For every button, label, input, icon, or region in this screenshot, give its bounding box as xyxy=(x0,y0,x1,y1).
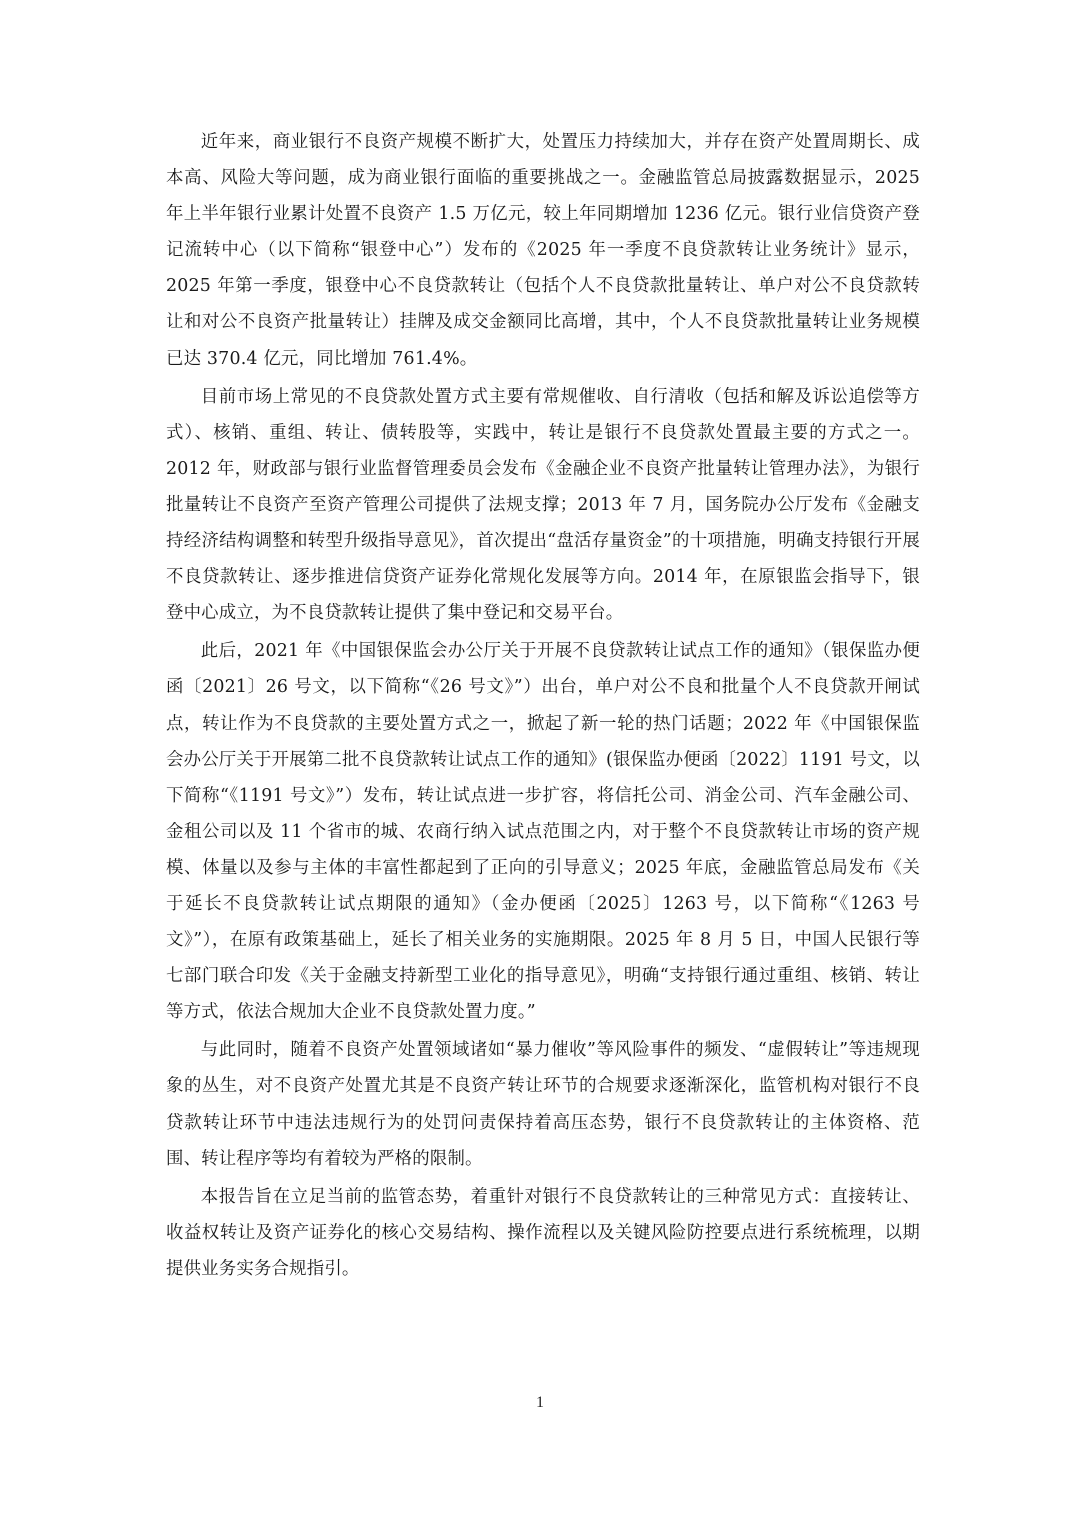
paragraph-4: 与此同时，随着不良资产处置领域诸如“暴力催收”等风险事件的频发、“虚假转让”等违规现象的丛生，对不良资产处置尤其是不良资产转让环节的合规要求逐渐深化，监管机构对银行不良贷款转让环节中违法违规行为的处罚问责保持着高压态势，银行不良贷款转让的主体资格、范围、转让程序等均有着较为严格的限制。 xyxy=(166,1040,920,1169)
page-number: 1 xyxy=(536,1394,544,1411)
paragraph-3: 此后，2021 年《中国银保监会办公厅关于开展不良贷款转让试点工作的通知》（银保监办便函〔2021〕26 号文，以下简称“《26 号文》”）出台，单户对公不良和批量个人不良贷款开闸试点，转让作为不良贷款的主要处置方式之一，掀起了新一轮的热门话题；2022 年《中国银保监会办公厅关于开展第二批不良贷款转让试点工作的通知》(银保监办便函〔2022〕1191 号文，以下简称“《1191 号文》”）发布，转让试点进一步扩容，将信托公司、消金公司、汽车金融公司、金租公司以及 11 个省市的城、农商行纳入试点范围之内，对于整个不良贷款转让市场的资产规模、体量以及参与主体的丰富性都起到了正向的引导意义；2025 年底，金融监管总局发布《关于延长不良贷款转让试点期限的通知》（金办便函〔2025〕1263 号，以下简称“《1263 号文》”），在原有政策基础上，延长了相关业务的实施期限。2025 年 8 月 5 日，中国人民银行等七部门联合印发《关于金融支持新型工业化的指导意见》，明确“支持银行通过重组、核销、转让等方式，依法合规加大企业不良贷款处置力度。” xyxy=(166,641,920,1023)
paragraph-2: 目前市场上常见的不良贷款处置方式主要有常规催收、自行清收（包括和解及诉讼追偿等方式）、核销、重组、转让、债转股等，实践中，转让是银行不良贷款处置最主要的方式之一。2012 年，财政部与银行业监督管理委员会发布《金融企业不良资产批量转让管理办法》，为银行批量转让不良资产至资产管理公司提供了法规支撑；2013 年 7 月，国务院办公厅发布《金融支持经济结构调整和转型升级指导意见》，首次提出“盘活存量资金”的十项措施，明确支持银行开展不良贷款转让、逐步推进信贷资产证券化常规化发展等方向。2014 年，在原银监会指导下，银登中心成立，为不良贷款转让提供了集中登记和交易平台。 xyxy=(166,386,920,624)
paragraph-5: 本报告旨在立足当前的监管态势，着重针对银行不良贷款转让的三种常见方式：直接转让、收益权转让及资产证券化的核心交易结构、操作流程以及关键风险防控要点进行系统梳理，以期提供业务实务合规指引。 xyxy=(166,1186,920,1279)
paragraph-1: 近年来，商业银行不良资产规模不断扩大，处置压力持续加大，并存在资产处置周期长、成本高、风险大等问题，成为商业银行面临的重要挑战之一。金融监管总局披露数据显示，2025 年上半年银行业累计处置不良资产 1.5 万亿元，较上年同期增加 1236 亿元。银行业信贷资产登记流转中心（以下简称“银登中心”）发布的《2025 年一季度不良贷款转让业务统计》显示，2025 年第一季度，银登中心不良贷款转让（包括个人不良贷款批量转让、单户对公不良贷款转让和对公不良资产批量转让）挂牌及成交金额同比高增，其中，个人不良贷款批量转让业务规模已达 370.4 亿元，同比增加 761.4%。 xyxy=(166,132,920,369)
document-body xyxy=(166,124,920,1289)
